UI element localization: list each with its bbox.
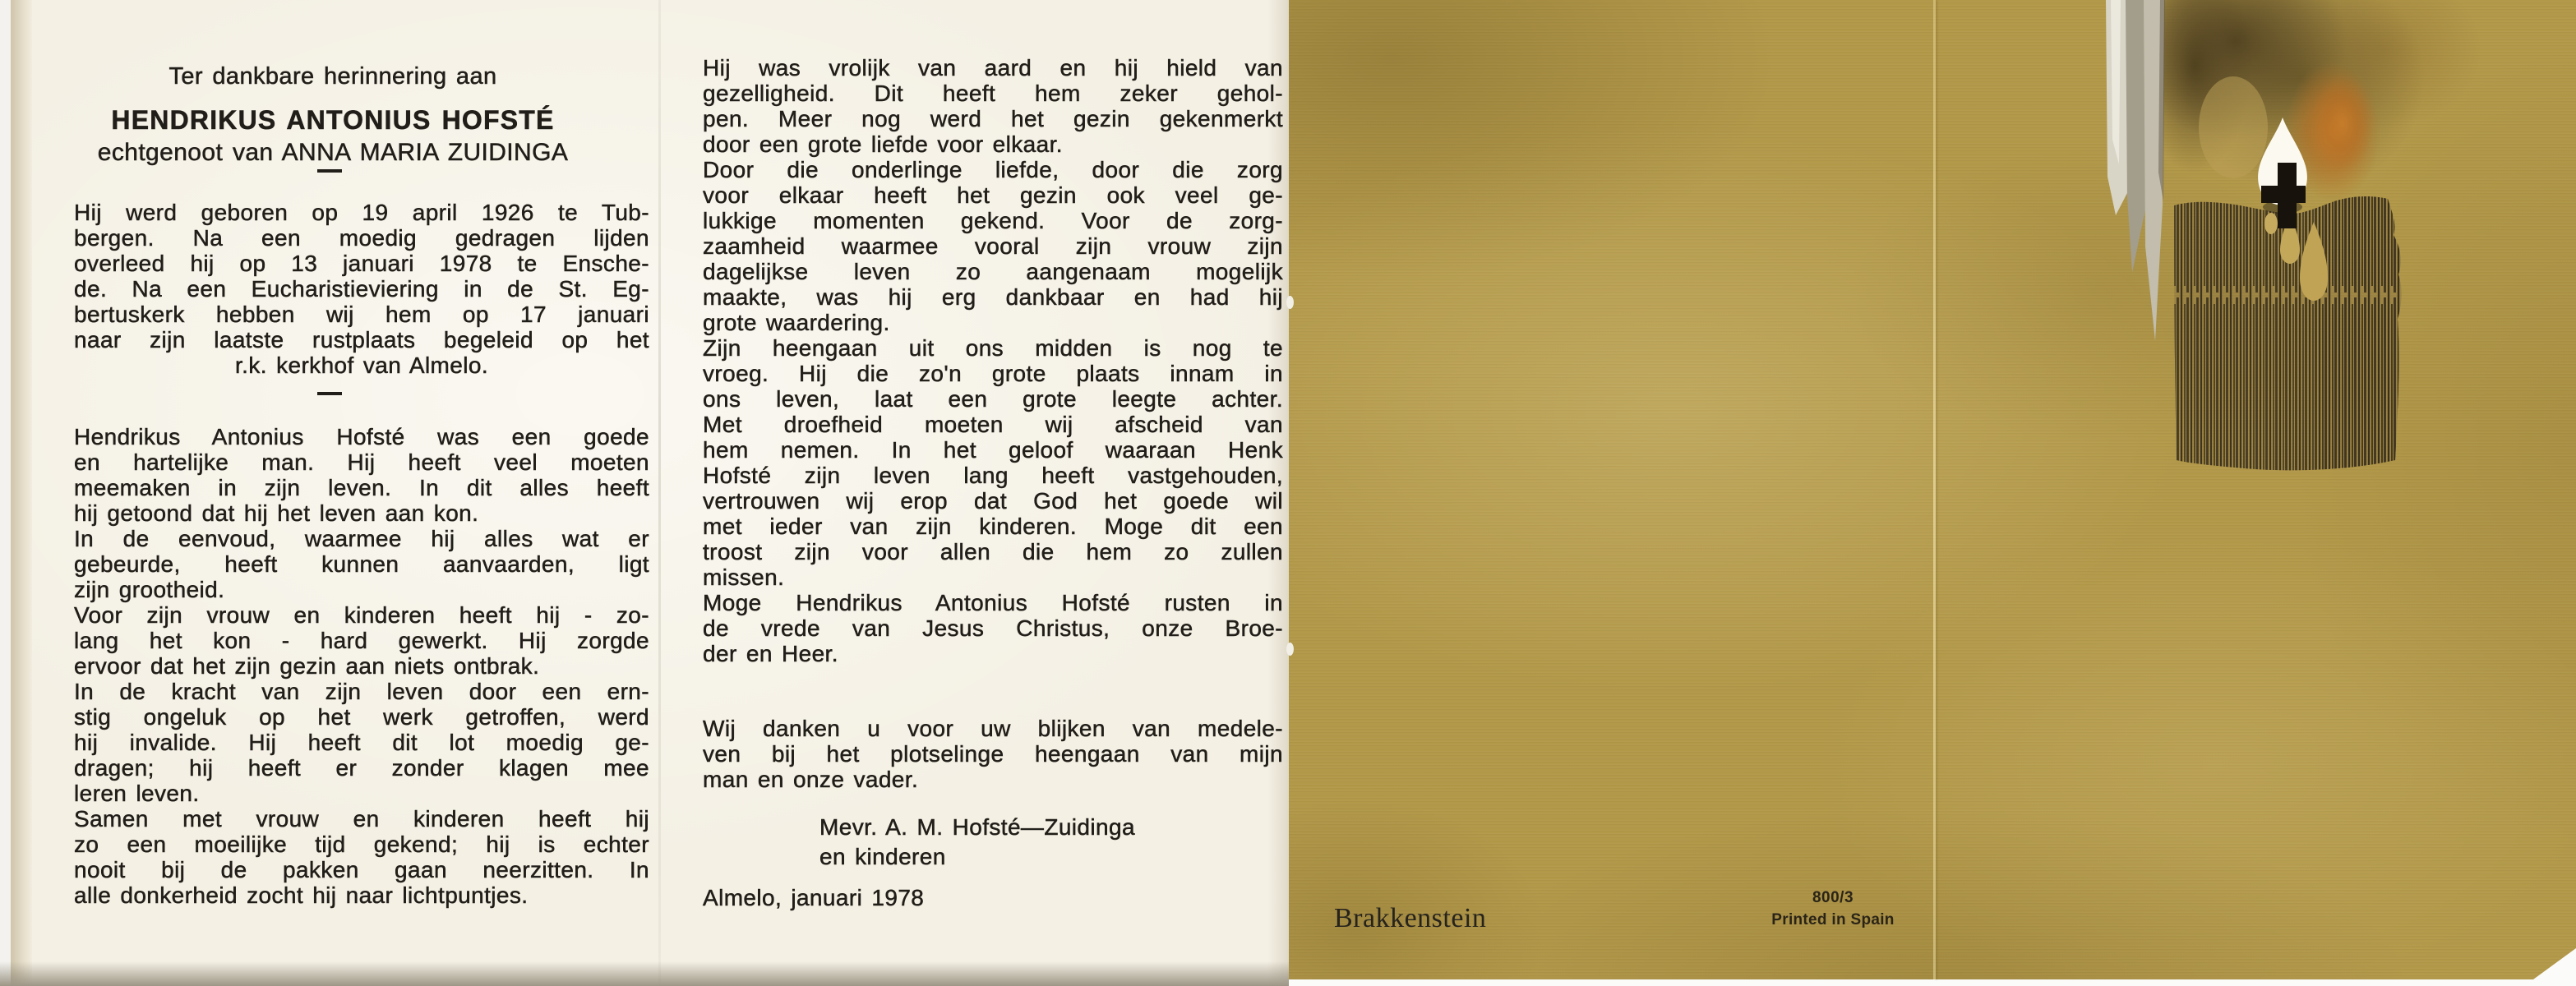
paragraph bbox=[703, 55, 1283, 157]
paragraph bbox=[703, 590, 1283, 666]
text-line: dagelijkse leven zo aangenaam mogelijk bbox=[703, 259, 1283, 284]
text-line: Samen met vrouw en kinderen heeft hij bbox=[74, 806, 649, 832]
signature-line: Mevr. A. M. Hofsté—Zuidinga bbox=[819, 814, 1135, 840]
text-line: Met droefheid moeten wij afscheid van bbox=[703, 412, 1283, 437]
text-line: pen. Meer nog werd het gezin gekenmerkt bbox=[703, 106, 1283, 131]
text-line: Hendrikus Antonius Hofsté was een goede bbox=[74, 424, 649, 449]
text-line: lukkige momenten gekend. Voor de zorg- bbox=[703, 208, 1283, 233]
text-line: hij invalide. Hij heeft dit lot moedig ge- bbox=[74, 730, 649, 755]
text-line: In de kracht van zijn leven door een ern- bbox=[74, 679, 649, 704]
text-line: bergen. Na een moedig gedragen lijden bbox=[74, 225, 649, 251]
candle-icon bbox=[2166, 189, 2416, 477]
text-line: de vrede van Jesus Christus, onze Broe- bbox=[703, 615, 1283, 641]
text-line: hem nemen. In het geloof waaraan Henk bbox=[703, 437, 1283, 463]
text-line: zo een moeilijke tijd gekend; hij is echter bbox=[74, 832, 649, 857]
text-line: man en onze vader. bbox=[703, 767, 919, 792]
text-line: troost zijn voor allen die hem zo zullen bbox=[703, 539, 1283, 564]
text-line: meemaken in zijn leven. In dit alles heeft bbox=[74, 475, 649, 500]
corner-cut bbox=[2533, 948, 2576, 979]
paragraph bbox=[703, 157, 1283, 335]
drapery-icon bbox=[2106, 0, 2165, 341]
text-line: door een grote liefde voor elkaar. bbox=[703, 131, 1063, 157]
separator bbox=[74, 165, 649, 177]
text-line: overleed hij op 13 januari 1978 te Ensche- bbox=[74, 251, 649, 276]
paragraph bbox=[703, 885, 1283, 910]
text-line: Hij werd geboren op 19 april 1926 te Tub- bbox=[74, 200, 649, 225]
text-line: r.k. kerkhof van Almelo. bbox=[234, 352, 489, 378]
text-line: stig ongeluk op het werk getroffen, werd bbox=[74, 704, 649, 730]
text-line: grote waardering. bbox=[703, 310, 890, 335]
spouse-line: echtgenoot van ANNA MARIA ZUIDINGA bbox=[97, 139, 569, 166]
glow-backdrop bbox=[2199, 76, 2268, 178]
printed-in-label: Printed in Spain bbox=[1771, 911, 1895, 928]
memorial-text-column-1 bbox=[74, 0, 649, 908]
text-line: gezelligheid. Dit heeft hem zeker gehol- bbox=[703, 81, 1283, 106]
intro-line: Ter dankbare herinnering aan bbox=[169, 63, 497, 90]
text-line: met ieder van zijn kinderen. Moge dit een bbox=[703, 514, 1283, 539]
text-line: Almelo, januari 1978 bbox=[703, 885, 925, 910]
paragraph bbox=[74, 200, 649, 378]
card-outer-cover bbox=[1289, 0, 2576, 979]
paragraph bbox=[703, 335, 1283, 590]
text-line: voor elkaar heeft het gezin ook veel ge- bbox=[703, 182, 1283, 208]
text-line: Hij was vrolijk van aard en hij hield van bbox=[703, 55, 1283, 81]
text-line: Zijn heengaan uit ons midden is nog te bbox=[703, 335, 1283, 361]
text-line: Door die onderlinge liefde, door die zorg bbox=[703, 157, 1283, 182]
publisher-name: Brakkenstein bbox=[1334, 903, 1487, 933]
signature-block bbox=[703, 813, 1283, 872]
text-line: vroeg. Hij die zo'n grote plaats innam in bbox=[703, 361, 1283, 386]
separator-dash bbox=[317, 169, 342, 173]
text-line: Voor zijn vrouw en kinderen heeft hij - zo- bbox=[74, 602, 649, 628]
text-line: Moge Hendrikus Antonius Hofsté rusten in bbox=[703, 590, 1283, 615]
text-line: maakte, was hij erg dankbaar en had hij bbox=[703, 284, 1283, 310]
text-line: ervoor dat het zijn gezin aan niets ontbrak. bbox=[74, 653, 540, 679]
page-bottom-shadow bbox=[0, 961, 1289, 986]
text-line: bertuskerk hebben wij hem op 17 januari bbox=[74, 302, 649, 327]
scan-edge bbox=[0, 0, 11, 986]
text-line: Hofsté zijn leven lang heeft vastgehouden, bbox=[703, 463, 1283, 488]
card-left-edge bbox=[11, 0, 32, 986]
text-line: In de eenvoud, waarmee hij alles wat er bbox=[74, 526, 649, 551]
text-line: de. Na een Eucharistieviering in de St. Eg- bbox=[74, 276, 649, 302]
paragraph bbox=[74, 602, 649, 679]
text-line: zijn grootheid. bbox=[74, 577, 225, 602]
text-line: Wij danken u voor uw blijken van medele- bbox=[703, 716, 1283, 741]
text-line: ven bij het plotselinge heengaan van mijn bbox=[703, 741, 1283, 767]
center-fold bbox=[658, 0, 661, 986]
text-line: lang het kon - hard gewerkt. Hij zorgde bbox=[74, 628, 649, 653]
paragraph bbox=[74, 679, 649, 806]
separator-dash bbox=[317, 392, 342, 395]
signature-line: en kinderen bbox=[819, 844, 946, 869]
memorial-text-column-2 bbox=[703, 0, 1283, 910]
text-line: nooit bij de pakken gaan neerzitten. In bbox=[74, 857, 649, 882]
print-info bbox=[1743, 889, 1923, 929]
paper-edge-notch bbox=[1286, 643, 1294, 656]
text-line: naar zijn laatste rustplaats begeleid op het bbox=[74, 327, 649, 352]
text-line: gebeurde, heeft kunnen aanvaarden, ligt bbox=[74, 551, 649, 577]
separator bbox=[74, 388, 649, 399]
text-line: vertrouwen wij erop dat God het goede wil bbox=[703, 488, 1283, 514]
text-line: zaamheid waarmee vooral zijn vrouw zijn bbox=[703, 233, 1283, 259]
paragraph bbox=[74, 526, 649, 602]
text-line: hij getoond dat hij het leven aan kon. bbox=[74, 500, 479, 526]
candle-illustration bbox=[2071, 0, 2576, 509]
text-line: en hartelijke man. Hij heeft veel moeten bbox=[74, 449, 649, 475]
text-line: der en Heer. bbox=[703, 641, 838, 666]
print-code: 800/3 bbox=[1812, 889, 1854, 906]
cover-fold-crease bbox=[1933, 0, 1936, 979]
paragraph bbox=[74, 806, 649, 908]
deceased-name: HENDRIKUS ANTONIUS HOFSTÉ bbox=[111, 105, 555, 135]
paragraph bbox=[74, 424, 649, 526]
wax-drip bbox=[2264, 213, 2278, 234]
paper-edge-notch bbox=[1286, 296, 1294, 309]
text-line: alle donkerheid zocht hij naar lichtpuntjes. bbox=[74, 882, 529, 908]
text-line: ons leven, laat een grote leegte achter. bbox=[703, 386, 1283, 412]
text-line: leren leven. bbox=[74, 781, 200, 806]
paragraph bbox=[703, 716, 1283, 792]
text-line: dragen; hij heeft er zonder klagen mee bbox=[74, 755, 649, 781]
text-line: missen. bbox=[703, 564, 785, 590]
